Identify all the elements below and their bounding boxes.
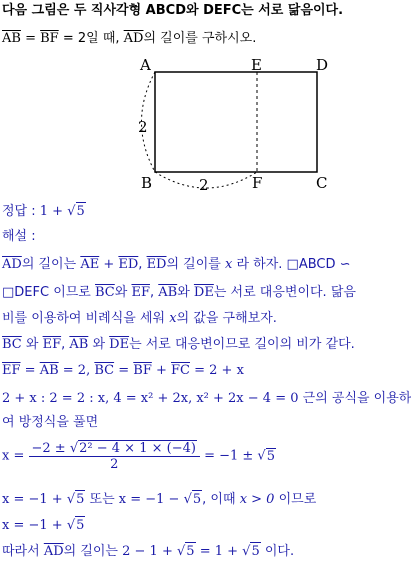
answer-line: 정답 : 1 + √5 (2, 204, 85, 219)
solution-heading: 해설 : (2, 229, 36, 244)
rectangle-figure (0, 0, 400, 200)
rectangle-abcd (155, 72, 317, 172)
solution-line-1: $\overline{AD}$의 길이는 $\overline{AE} + \overline{ED}$, $\overline{ED}$의 길이를 x 라 하자. □ABCD ∽ (2, 257, 351, 272)
problem-line-2: $\overline{AB} = \overline{BF} = 2$일 때, $\overline{AD}$의 길이를 구하시오. (2, 31, 257, 46)
label-f: F (252, 174, 263, 192)
solution-line-11: 따라서 $\overline{AD}$의 길이는 2 − 1 + √5 = 1 + √5 이다. (2, 544, 295, 559)
solution-line-4: $\overline{BC}$ 와 $\overline{EF}$, $\overline{AB}$ 와 $\overline{DE}$는 서로 대응변이므로 길이의 비가 같다. (2, 337, 355, 352)
solution-line-10: x = −1 + √5 (2, 518, 85, 533)
label-e: E (251, 56, 262, 74)
solution-quadratic-formula: x = $\frac{\text{−2 ± √2² − 4 × 1 × (−4)}}{2}$ = −1 ± √5 (2, 441, 275, 472)
label-d: D (316, 56, 329, 74)
label-c: C (316, 174, 328, 192)
label-a: A (140, 56, 151, 74)
solution-line-7: 여 방정식을 풀면 (2, 415, 99, 430)
solution-line-5: $\overline{EF} = \overline{AB} = 2$, $\overline{BC} = \overline{BF} + \overline{FC} = 2 + x$ (2, 363, 244, 378)
problem-line-1: 다음 그림은 두 직사각형 ABCD와 DEFC는 서로 닮음이다. (2, 3, 344, 18)
label-b: B (141, 174, 153, 192)
solution-line-3: 비를 이용하여 비례식을 세워 x의 값을 구해보자. (2, 311, 277, 326)
solution-line-6: 2 + x : 2 = 2 : x, 4 = x² + 2x, x² + 2x − 4 = 0 근의 공식을 이용하 (2, 391, 411, 406)
solution-line-2: □DEFC 이므로 $\overline{BC}$와 $\overline{EF}$, $\overline{AB}$와 $\overline{DE}$는 서로 대응변이다. 닮음 (2, 285, 356, 300)
solution-line-9: x = −1 + √5 또는 x = −1 − √5, 이때 x > 0 이므로 (2, 492, 317, 507)
formula-fraction: $\frac{\text{−2 ± √2² − 4 × 1 × (−4)}}{2}$ (29, 440, 200, 472)
label-bottom-length: 2 (199, 176, 209, 194)
label-left-length: 2 (138, 118, 148, 136)
